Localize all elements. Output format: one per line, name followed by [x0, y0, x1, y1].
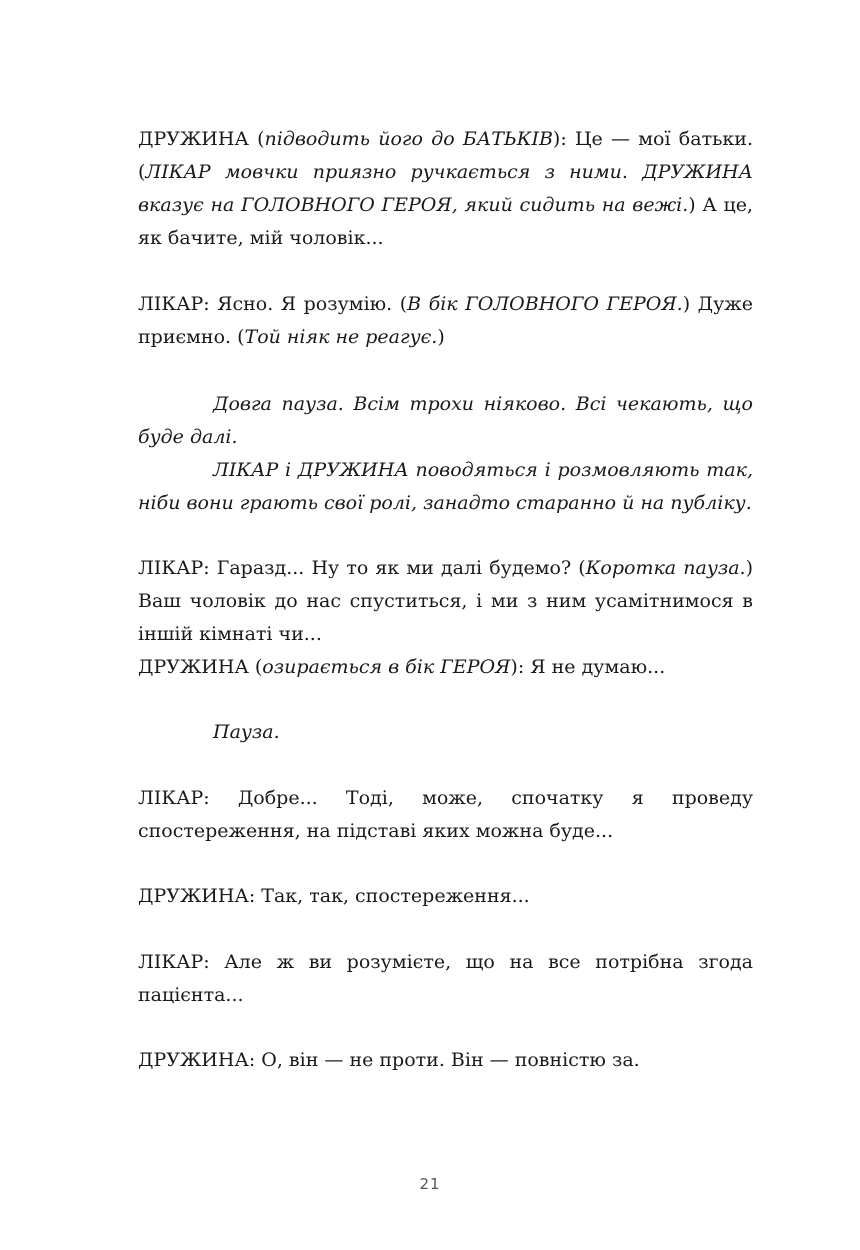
dialogue-wife-observations	[138, 880, 753, 913]
speech-text: )	[437, 326, 445, 348]
paragraph	[138, 288, 753, 354]
stage-direction-long-pause	[138, 388, 753, 520]
dialogue-doctor-observations	[138, 782, 753, 848]
stage-direction-text: ЛІКАР і ДРУЖИНА поводяться і розмовляють так, ніби вони грають свої ролі, занадто старанно й на публіку.	[138, 459, 753, 514]
paragraph: ДРУЖИНА: Так, так, спостереження...	[138, 885, 530, 907]
stage-remark: В бік ГОЛОВНОГО ГЕРОЯ.	[407, 293, 683, 315]
stage-remark: ЛІКАР мовчки приязно ручкається з ними. ДРУЖИНА вказує на ГОЛОВНОГО ГЕРОЯ, який сидить на вежі.	[138, 161, 753, 216]
dialogue-doctor-next-steps	[138, 552, 753, 684]
paragraph: ДРУЖИНА: О, він — не проти. Він — повністю за.	[138, 1049, 640, 1071]
paragraph	[138, 651, 753, 684]
speaker-text: ДРУЖИНА (	[138, 128, 265, 150]
stage-remark: Той ніяк не реагує.	[244, 326, 438, 348]
speaker-text: ДРУЖИНА (	[138, 656, 263, 678]
page-number: 21	[419, 1175, 441, 1193]
speech-text: ): Це — мої батьки. (	[138, 128, 754, 183]
stage-direction-text: Довга пауза. Всім трохи ніяково. Всі чекають, що буде далі.	[138, 393, 753, 448]
speech-text: ): Я не думаю...	[510, 656, 666, 678]
paragraph	[138, 552, 753, 651]
stage-direction-pause	[138, 716, 753, 749]
dialogue-doctor-understands	[138, 288, 753, 354]
speech-text: ЛІКАР: Гаразд... Ну то як ми далі будемо? (	[138, 557, 586, 579]
dialogue-wife-agrees	[138, 1044, 753, 1077]
stage-remark: Коротка пауза.	[585, 557, 746, 579]
stage-remark: підводить його до БАТЬКІВ	[264, 128, 553, 150]
speaker-text: ЛІКАР: Ясно. Я розумію. (	[138, 293, 408, 315]
stage-remark: озирається в бік ГЕРОЯ	[262, 656, 511, 678]
dialogue-wife-introduces-parents	[138, 123, 753, 255]
speech-text: ) Ваш чоловік до нас спуститься, і ми з ним усамітнимося в іншій кімнаті чи...	[138, 557, 753, 645]
paragraph: ЛІКАР: Але ж ви розумієте, що на все потрібна згода пацієнта...	[138, 951, 753, 1006]
paragraph: ЛІКАР: Добре... Тоді, може, спочатку я проведу спостереження, на підставі яких можна буде...	[138, 787, 753, 842]
stage-direction-text: Пауза.	[213, 721, 280, 743]
speech-text: ) А це, як бачите, мій чоловік...	[138, 194, 753, 249]
speech-text: ) Дуже приємно. (	[138, 293, 753, 348]
dialogue-doctor-consent	[138, 946, 753, 1012]
paragraph	[138, 123, 753, 255]
